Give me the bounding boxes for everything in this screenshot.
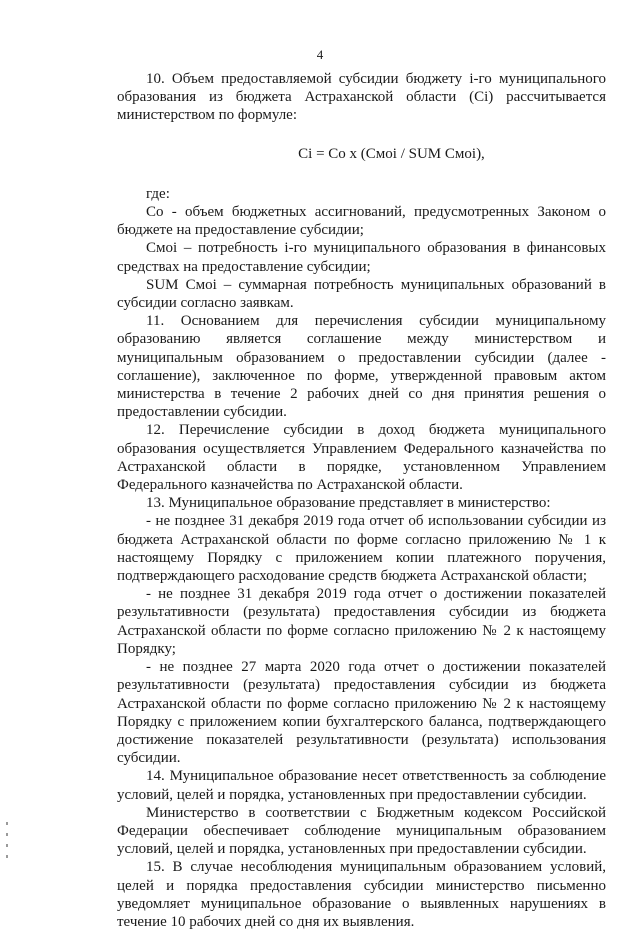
scan-mark xyxy=(6,844,8,847)
paragraph-13-item-a: - не позднее 31 декабря 2019 года отчет об использовании субсидии из бюджета Астраханской области по форме согласно приложению № 1 к настоящему Порядку с приложением копии платежного поручения, подтверждающего расходование средств бюджета Астраханской области; xyxy=(117,513,606,585)
paragraph-13: 13. Муниципальное образование представляет в министерство: xyxy=(146,495,551,512)
definition-sum: SUM Смоi – суммарная потребность муниципальных образований в субсидии согласно заявкам. xyxy=(117,276,606,312)
paragraph-10: 10. Объем предоставляемой субсидии бюджету i-го муниципального образования из бюджета Астраханской области (Сi) рассчитывается министерством по формуле: xyxy=(117,71,606,124)
paragraph-11: 11. Основанием для перечисления субсидии муниципальному образованию является соглашение между министерством и муниципальным образованием о предоставлении субсидии (далее - соглашение), заключенное по форме, утвержденной правовым актом министерства в течение 2 рабочих дней со дня принятия решения о предоставлении субсидии. xyxy=(117,313,606,421)
definition-co: Со - объем бюджетных ассигнований, предусмотренных Законом о бюджете на предоставление субсидии; xyxy=(117,204,606,239)
paragraph-14: 14. Муниципальное образование несет ответственность за соблюдение условий, целей и порядка, установленных при предоставлении субсидии. xyxy=(117,768,606,803)
paragraph-14-continued: Министерство в соответствии с Бюджетным кодексом Российской Федерации обеспечивает соблюдение муниципальным образованием условий, целей и порядка, установленных при предоставлении субсидии. xyxy=(117,804,606,858)
paragraph-15: 15. В случае несоблюдения муниципальным образованием условий, целей и порядка предоставления субсидии министерство письменно уведомляет муниципальное образование о выявленных нарушениях в течение 10 рабочих дней со дня их выявления. xyxy=(117,859,606,930)
scan-mark xyxy=(6,833,8,836)
page-number: 4 xyxy=(316,47,324,62)
definition-cmoi: Смоi – потребность i-го муниципального образования в финансовых средствах на предоставление субсидии; xyxy=(117,240,606,275)
scan-mark xyxy=(6,855,8,858)
scan-mark xyxy=(6,822,8,825)
paragraph-13-item-b: - не позднее 31 декабря 2019 года отчет о достижении показателей результативности (результата) предоставления субсидии из бюджета Астраханской области по форме согласно приложению № 2 к настоящему Порядку; xyxy=(117,586,606,657)
where-label: где: xyxy=(146,185,170,202)
formula: Сi = Со х (Смоi / SUM Смоi), xyxy=(298,145,485,162)
paragraph-13-item-c: - не позднее 27 марта 2020 года отчет о достижении показателей результативности (результата) предоставления субсидии из бюджета Астраханской области по форме согласно приложению № 2 к настоящему Порядку с приложением копии бухгалтерского баланса, подтверждающего достижение показателей результативности (результата) использования субсидии. xyxy=(117,659,606,767)
document-body xyxy=(117,70,606,931)
paragraph-12: 12. Перечисление субсидии в доход бюджета муниципального образования осуществляется Управлением Федерального казначейства по Астраханской области в порядке, установленном Управлением Федерального казначейства по Астраханской области. xyxy=(117,422,606,494)
